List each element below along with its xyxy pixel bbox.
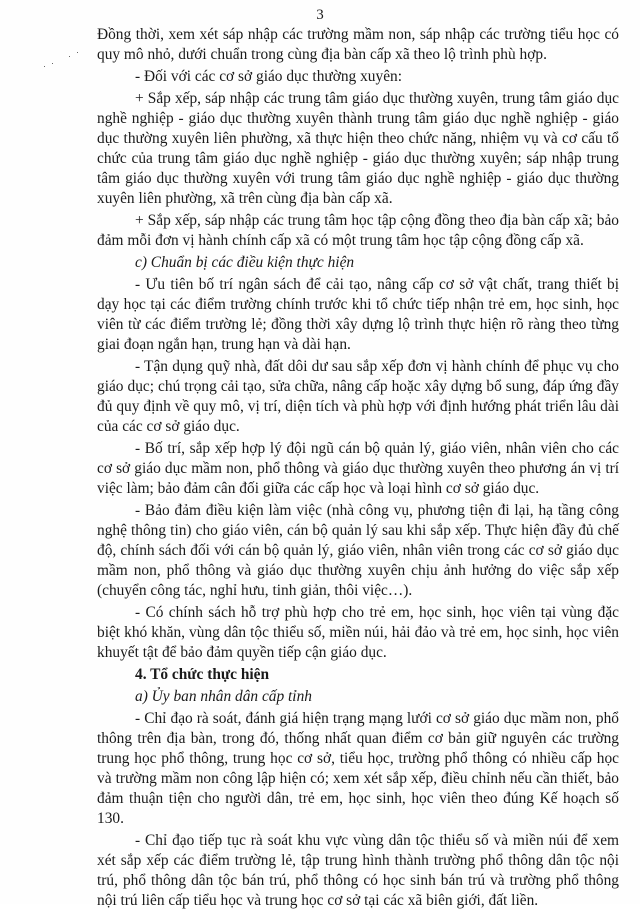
paragraph-ethnic-mountain-review: - Chỉ đạo tiếp tục rà soát khu vực vùng dân tộc thiểu số và miền núi để xem xét sắp xếp các điểm trường lẻ, tập trung hình thành trường phổ thông dân tộc nội trú, phổ thông dân tộc bán trú, phổ thông có học sinh bán trú và trường phổ thông nội trú liên cấp tiểu học và trung học cơ sở tại các xã biên giới, đất liền. — [97, 832, 619, 909]
page-number: 3 — [316, 7, 324, 23]
scan-artifact-dots — [44, 52, 84, 72]
paragraph-budget-priority: - Ưu tiên bố trí ngân sách để cải tạo, nâng cấp cơ sở vật chất, trang thiết bị dạy học tại các điểm trường chính trước khi tổ chức tiếp nhận trẻ em, học sinh, học viên từ các điểm trường lẻ; đồng thời xây dựng lộ trình thực hiện rõ ràng theo từng giai đoạn ngắn hạn, trung hạn và dài hạn. — [97, 276, 619, 354]
section-heading-implementation: 4. Tổ chức thực hiện — [135, 666, 270, 684]
subheading-provincial-committee: a) Ủy ban nhân dân cấp tỉnh — [135, 688, 312, 706]
paragraph-continuation: Đồng thời, xem xét sáp nhập các trường mầm non, sáp nhập các trường tiểu học có quy mô nhỏ, dưới chuẩn trong cùng địa bàn cấp xã theo lộ trình phù hợp. — [97, 26, 619, 63]
paragraph-community-learning-centers: + Sắp xếp, sáp nhập các trung tâm học tập cộng đồng theo địa bàn cấp xã; bảo đảm mỗi đơn vị hành chính cấp xã có một trung tâm học tập cộng đồng cấp xã. — [97, 212, 619, 249]
subheading-preparation-conditions: c) Chuẩn bị các điều kiện thực hiện — [135, 254, 355, 272]
paragraph-review-network: - Chỉ đạo rà soát, đánh giá hiện trạng mạng lưới cơ sở giáo dục mầm non, phổ thông trên địa bàn, trong đó, thống nhất quan điểm cơ bản giữ nguyên các trường trung học phổ thông, trung học cơ sở, tiểu học, trường phổ thông có nhiều cấp học và trường mầm non công lập hiện có; xem xét sắp xếp, điều chỉnh nếu cần thiết, bảo đảm thuận tiện cho người dân, trẻ em, học sinh, học viên theo đúng Kế hoạch số 130. — [97, 710, 619, 827]
paragraph-support-policy: - Có chính sách hỗ trợ phù hợp cho trẻ em, học sinh, học viên tại vùng đặc biệt khó khăn, vùng dân tộc thiểu số, miền núi, hải đảo và trẻ em, học sinh, học viên khuyết tật để bảo đảm quyền tiếp cận giáo dục. — [97, 604, 619, 661]
paragraph-surplus-land-housing: - Tận dụng quỹ nhà, đất dôi dư sau sắp xếp đơn vị hành chính để phục vụ cho giáo dục; chú trọng cải tạo, sửa chữa, nâng cấp hoặc xây dựng bổ sung, đáp ứng đầy đủ quy định về quy mô, vị trí, diện tích và phù hợp với định hướng phát triển lâu dài của các cơ sở giáo dục. — [97, 358, 619, 435]
paragraph-merge-continuing-education-centers: + Sắp xếp, sáp nhập các trung tâm giáo dục thường xuyên, trung tâm giáo dục nghề nghiệp - giáo dục thường xuyên thành trung tâm giáo dục nghề nghiệp - giáo dục thường xuyên liên phường, xã thực hiện theo chức năng, nhiệm vụ và cơ cấu tổ chức của trung tâm giáo dục nghề nghiệp - giáo dục thường xuyên; sáp nhập trung tâm giáo dục thường xuyên với trung tâm giáo dục nghề nghiệp - giáo dục thường xuyên liên phường, xã trên cùng địa bàn cấp xã. — [97, 90, 619, 207]
document-body — [97, 25, 619, 913]
paragraph-working-conditions: - Bảo đảm điều kiện làm việc (nhà công vụ, phương tiện đi lại, hạ tầng công nghệ thông tin) cho giáo viên, cán bộ quản lý sau khi sắp xếp. Thực hiện đầy đủ chế độ, chính sách đối với cán bộ quản lý, giáo viên, nhân viên trong các cơ sở giáo dục mầm non, phổ thông và giáo dục thường xuyên chịu ảnh hưởng do việc sắp xếp (chuyển công tác, nghỉ hưu, tinh giản, thôi việc…). — [97, 502, 619, 599]
paragraph-continuing-education-intro: - Đối với các cơ sở giáo dục thường xuyên: — [135, 68, 402, 86]
paragraph-staff-arrangement: - Bố trí, sắp xếp hợp lý đội ngũ cán bộ quản lý, giáo viên, nhân viên cho các cơ sở giáo dục mầm non, phổ thông và giáo dục thường xuyên theo phương án vị trí việc làm; bảo đảm cân đối giữa các cấp học và loại hình cơ sở giáo dục. — [97, 440, 619, 498]
